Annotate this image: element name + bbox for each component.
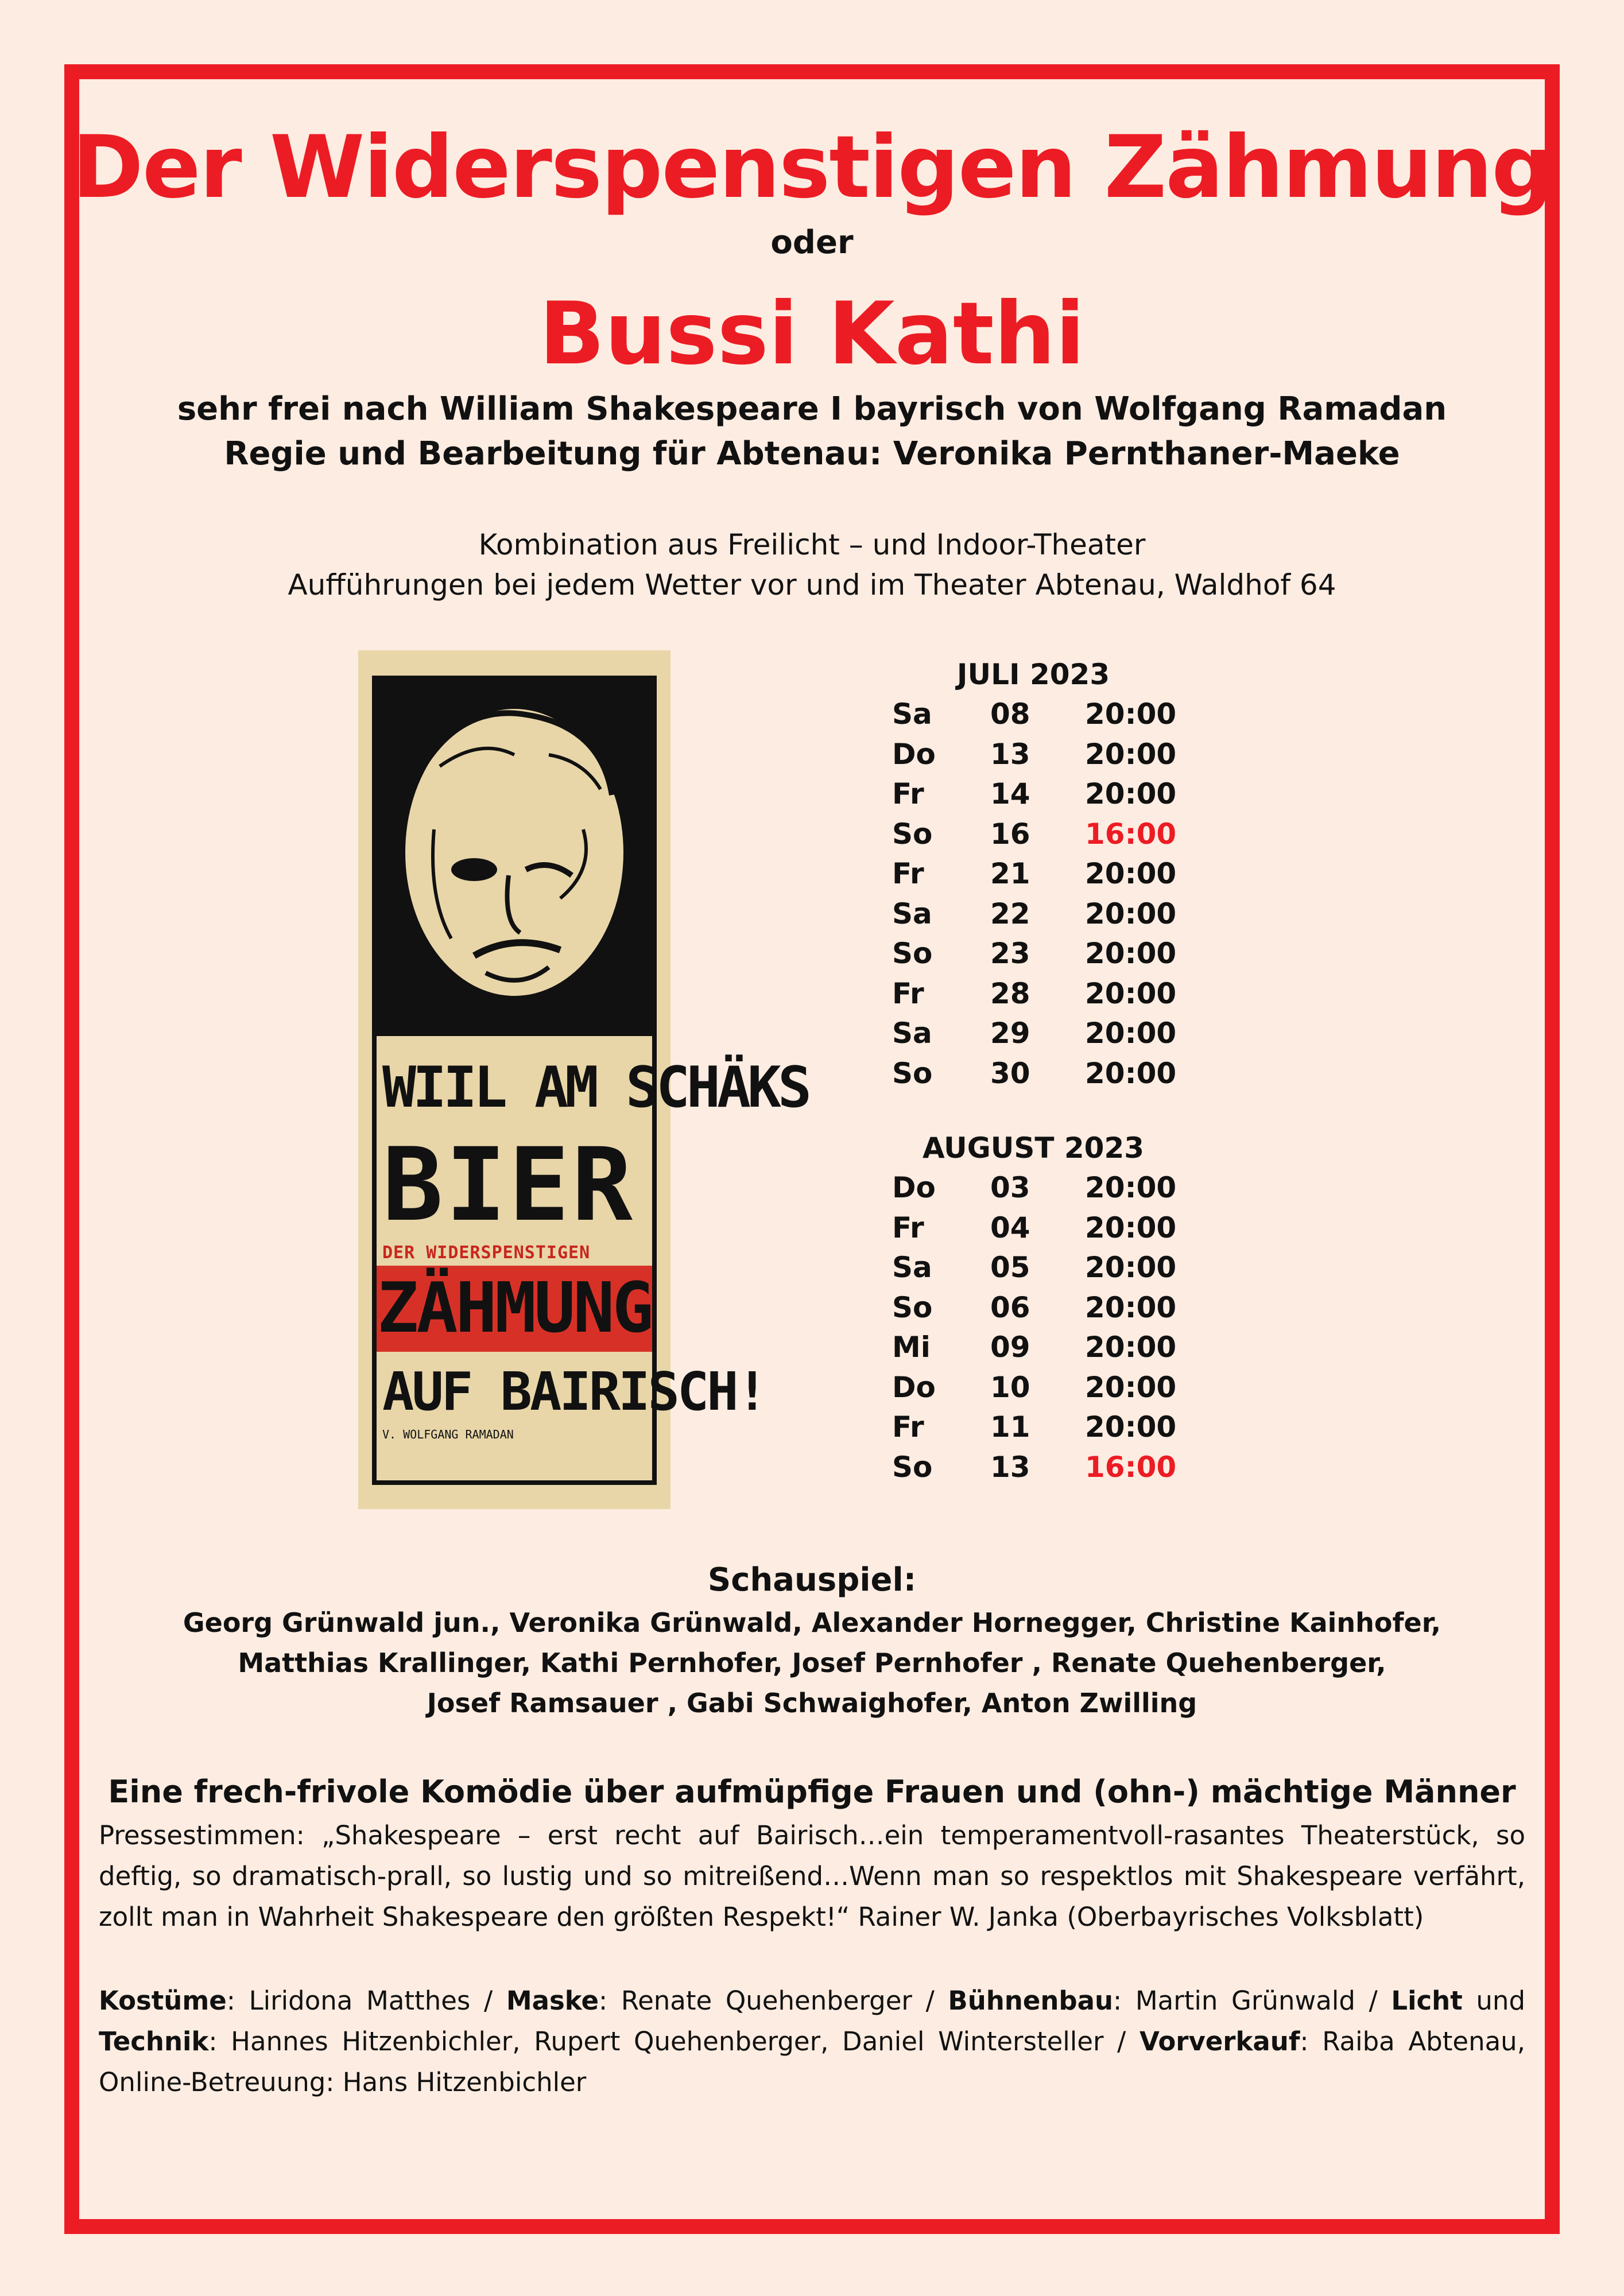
press-quotes: Pressestimmen: „Shakespeare – erst recht auf Bairisch…ein temperamentvoll-rasantes Theaterstück, so deftig, so dramatisch-prall, so lustig und so mitreißend…Wenn man so respektlos mit Shakespeare verfährt, zollt man in Wahrheit Shakespeare den größten Respekt!“ Rainer W. Janka (Oberbayrisches Volksblatt) (99, 1820, 1525, 1932)
director-credits: Regie und Bearbeitung für Abtenau: Veronika Pernthaner-Maeke (224, 435, 1400, 472)
cast-line-3: Josef Ramsauer , Gabi Schwaighofer, Anton Zwilling (427, 1688, 1197, 1719)
month-heading-august: AUGUST 2023 (922, 1131, 1145, 1165)
crew-label: Vorverkauf (1139, 2026, 1300, 2057)
shakespeare-poster-image (358, 650, 809, 1509)
schedule-row: Fr 28 20:00 (892, 976, 1177, 1010)
cast-line-1: Georg Grünwald jun., Veronika Grünwald, Alexander Hornegger, Christine Kainhofer, (183, 1607, 1441, 1638)
crew-credits: Kostüme: Liridona Matthes / Maske: Renate Quehenberger / Bühnenbau: Martin Grünwald / Licht und Technik: Hannes Hitzenbichler, Rupert Quehenberger, Daniel Wintersteller / Vorverkauf: Raiba Abtenau, Online-Betreuung: Hans Hitzenbichler (99, 1985, 1526, 2097)
poster-text-1: WIIL AM SCHÄKS (382, 1055, 809, 1120)
crew-label: Maske (506, 1985, 599, 2016)
author-credits: sehr frei nach William Shakespeare I bayrisch von Wolfgang Ramadan (177, 390, 1447, 428)
crew-label: Technik (99, 2026, 209, 2057)
play-title: Der Widerspenstigen Zähmung (72, 118, 1552, 218)
oder-text: oder (770, 224, 854, 261)
tagline: Eine frech-frivole Komödie über aufmüpfige Frauen und (ohn-) mächtige Männer (108, 1774, 1516, 1810)
schedule-row: So 23 20:00 (892, 937, 1177, 970)
schedule-row: Do 10 20:00 (892, 1370, 1177, 1404)
schedule-row: Do 03 20:00 (892, 1171, 1177, 1204)
schedule-row: Sa 22 20:00 (892, 897, 1177, 930)
crew-label: Kostüme (99, 1985, 227, 2016)
intro-line-2: Aufführungen bei jedem Wetter vor und im Theater Abtenau, Waldhof 64 (288, 568, 1336, 602)
cast-heading: Schauspiel: (707, 1561, 917, 1599)
poster-text-4: ZÄHMUNG (377, 1266, 652, 1352)
schedule-row: Fr 21 20:00 (892, 857, 1177, 890)
poster-text-3: DER WIDERSPENSTIGEN (382, 1243, 591, 1263)
poster-text-2: BIER (382, 1126, 635, 1244)
crew-label: Licht (1391, 1985, 1463, 2016)
schedule-row: Mi 09 20:00 (892, 1331, 1177, 1364)
month-heading-july: JULI 2023 (956, 658, 1110, 691)
schedule-row: Fr 11 20:00 (892, 1410, 1177, 1444)
schedule-row: Do 13 20:00 (892, 737, 1177, 771)
poster-text-5: AUF BAIRISCH! (382, 1361, 766, 1422)
schedule-row: Fr 04 20:00 (892, 1211, 1177, 1244)
schedule-row: Fr 14 20:00 (892, 777, 1177, 810)
shakespeare-portrait-icon (377, 680, 652, 1036)
schedule-row: Sa 29 20:00 (892, 1017, 1177, 1050)
schedule-row: So 13 16:00 (892, 1450, 1177, 1484)
play-subtitle: Bussi Kathi (539, 284, 1085, 384)
crew-label: Bühnenbau (948, 1985, 1113, 2016)
intro-line-1: Kombination aus Freilicht – und Indoor-Theater (478, 528, 1146, 561)
schedule-row: So 30 20:00 (892, 1056, 1177, 1090)
cast-line-2: Matthias Krallinger, Kathi Pernhofer, Josef Pernhofer , Renate Quehenberger, (238, 1647, 1386, 1678)
schedule-row: So 16 16:00 (892, 817, 1177, 851)
schedule-row: Sa 05 20:00 (892, 1251, 1177, 1284)
schedule-row: Sa 08 20:00 (892, 697, 1177, 731)
performance-schedule (884, 654, 1183, 1487)
poster-frame (372, 676, 809, 1485)
poster-text-6: V. WOLFGANG RAMADAN (382, 1428, 514, 1441)
schedule-row: So 06 20:00 (892, 1290, 1177, 1324)
